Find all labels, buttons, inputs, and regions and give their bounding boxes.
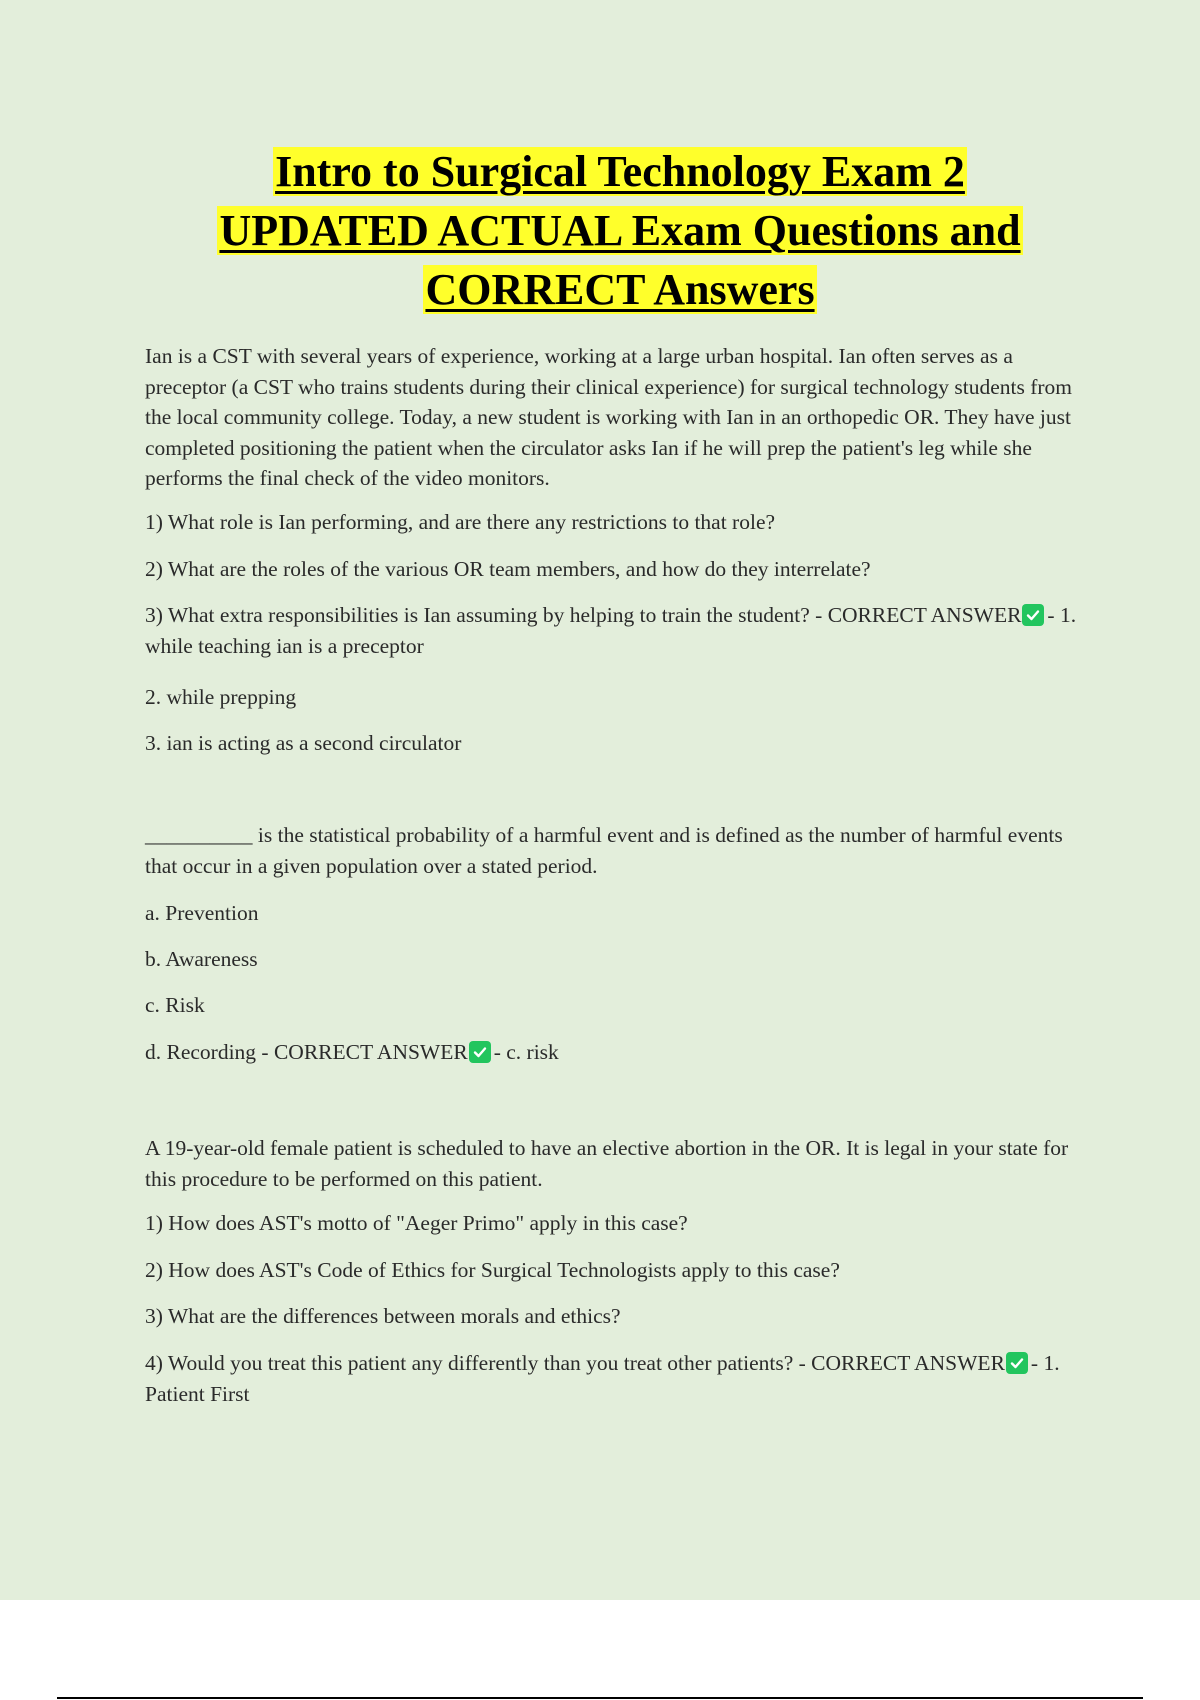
answer-line-3: 3. ian is acting as a second circulator — [145, 731, 462, 755]
question-2-option-c: c. Risk — [145, 993, 205, 1017]
question-text: 3) What extra responsibilities is Ian assuming by helping to train the student? - CORRECT ANSWER — [145, 603, 1022, 627]
question-3-scenario: A 19-year-old female patient is scheduled to have an elective abortion in the OR. It is legal in your state for this procedure to be performed on this patient. — [145, 1136, 1069, 1191]
question-3-part-3: 3) What are the differences between morals and ethics? — [145, 1304, 621, 1328]
question-3-part-2: 2) How does AST's Code of Ethics for Surgical Technologists apply to this case? — [145, 1258, 840, 1282]
page-divider — [57, 1697, 1143, 1699]
title-line-2: UPDATED ACTUAL Exam Questions and — [219, 206, 1021, 255]
question-3-part-4 — [145, 1348, 1095, 1409]
question-2-option-a: a. Prevention — [145, 901, 259, 925]
check-mark-icon — [1006, 1352, 1028, 1374]
check-mark-icon — [469, 1041, 491, 1063]
question-1-part-3 — [145, 600, 1095, 661]
question-1-part-2: 2) What are the roles of the various OR team members, and how do they interrelate? — [145, 557, 871, 581]
question-2-option-d — [145, 1037, 1095, 1068]
question-2-stem: __________ is the statistical probability of a harmful event and is defined as the number of harmful events that occur in a given population over a stated period. — [145, 823, 1063, 878]
title-line-1: Intro to Surgical Technology Exam 2 — [275, 147, 965, 196]
question-1-scenario: Ian is a CST with several years of experience, working at a large urban hospital. Ian often serves as a preceptor (a CST who trains students during their clinical experience) for surgical technology students from the local community college. Today, a new student is working with Ian in an orthopedic OR. They have just completed positioning the patient when the circulator asks Ian if he will prep the patient's leg while she performs the final check of the video monitors. — [145, 344, 1073, 490]
document-title — [120, 142, 1120, 319]
option-text: d. Recording - CORRECT ANSWER — [145, 1040, 468, 1064]
answer-line-2: 2. while prepping — [145, 685, 297, 709]
title-line-3: CORRECT Answers — [425, 265, 815, 314]
correct-answer-text: - 1. Patient First — [145, 1351, 1060, 1406]
question-3-part-1: 1) How does AST's motto of "Aeger Primo" apply in this case? — [145, 1211, 688, 1235]
question-text: 4) Would you treat this patient any differently than you treat other patients? - CORRECT ANSWER — [145, 1351, 1005, 1375]
correct-answer-text: - c. risk — [493, 1040, 559, 1064]
check-mark-icon — [1022, 604, 1044, 626]
correct-answer-text: - 1. while teaching ian is a preceptor — [145, 603, 1077, 658]
question-1-part-1: 1) What role is Ian performing, and are there any restrictions to that role? — [145, 510, 776, 534]
question-2-option-b: b. Awareness — [145, 947, 258, 971]
